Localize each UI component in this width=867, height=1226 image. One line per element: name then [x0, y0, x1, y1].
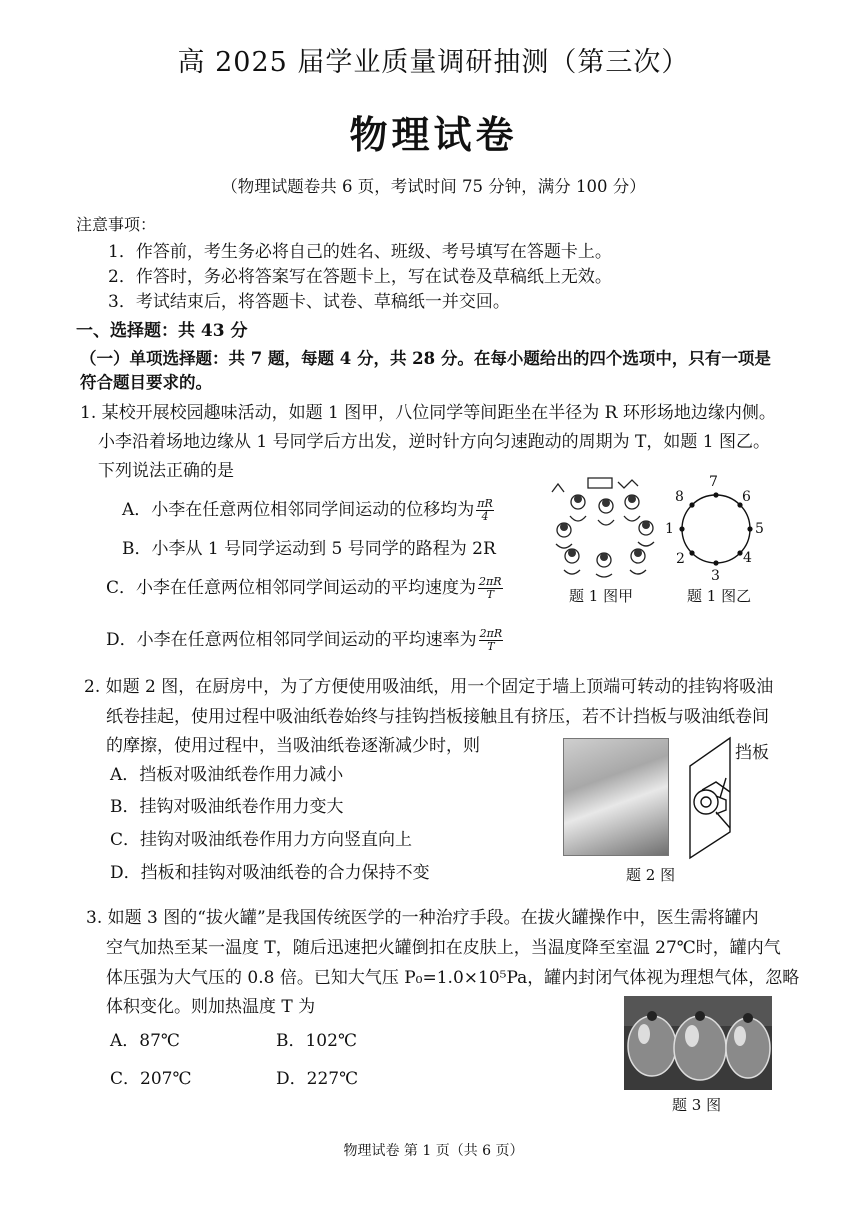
q3-stem-line: 空气加热至某一温度 T，随后迅速把火罐倒扣在皮肤上，当温度降至室温 27℃时，罐内气 — [106, 938, 781, 958]
q3-figure-photo — [624, 996, 772, 1090]
q1-stem-line: 1. 某校开展校园趣味活动，如题 1 图甲，八位同学等间距坐在半径为 R 环形场地边缘内侧。 — [80, 403, 776, 423]
q2-option-b: B．挂钩对吸油纸卷作用力变大 — [110, 797, 344, 817]
q1-stem-line: 小李沿着场地边缘从 1 号同学后方出发，逆时针方向匀速跑动的周期为 T，如题 1 图乙。 — [98, 432, 770, 452]
q1-caption-a: 题 1 图甲 — [569, 587, 634, 605]
exam-title-line: 高 2025 届学业质量调研抽测（第三次） — [177, 47, 690, 78]
section-heading: 一、选择题：共 43 分 — [76, 321, 248, 341]
q2-stem-line: 的摩擦，使用过程中，当吸油纸卷逐渐减少时，则 — [106, 736, 480, 756]
q2-figure-photo — [563, 738, 669, 856]
q2-stem-line: 纸卷挂起，使用过程中吸油纸卷始终与挂钩挡板接触且有挤压，若不计挡板与吸油纸卷间 — [106, 707, 769, 727]
section-subheading-cont: 符合题目要求的。 — [80, 373, 212, 392]
page-footer: 物理试卷 第 1 页（共 6 页） — [343, 1143, 524, 1159]
q1-option-b: B．小李从 1 号同学运动到 5 号同学的路程为 2R — [122, 539, 496, 559]
circle-label-8: 8 — [675, 489, 684, 505]
q2-caption: 题 2 图 — [626, 866, 676, 884]
section-subheading: （一）单项选择题：共 7 题，每题 4 分，共 28 分。在每小题给出的四个选项中，只有一项是 — [80, 349, 771, 368]
q1-option-c: C．小李在任意两位相邻同学间运动的平均速度为 $\frac{2\pi R}{T}$ — [106, 575, 502, 601]
q2-option-a: A．挡板对吸油纸卷作用力减小 — [110, 765, 344, 785]
q1-option-d: D．小李在任意两位相邻同学间运动的平均速率为 $\frac{2\pi R}{T}$ — [106, 627, 503, 653]
circle-label-6: 6 — [742, 489, 751, 505]
circle-label-2: 2 — [676, 551, 685, 567]
notice-item: 2．作答时，务必将答案写在答题卡上，写在试卷及草稿纸上无效。 — [108, 267, 612, 287]
circle-label-3: 3 — [711, 568, 720, 584]
notice-heading: 注意事项： — [76, 215, 157, 234]
circle-label-1: 1 — [665, 521, 674, 537]
circle-label-7: 7 — [709, 474, 718, 490]
q3-option-c: C．207℃ — [110, 1069, 192, 1089]
q3-stem-line: 体压强为大气压的 0.8 倍。已知大气压 P₀=1.0×10⁵Pa，罐内封闭气体视为理想气体，忽略 — [106, 968, 800, 988]
circle-label-5: 5 — [755, 521, 764, 537]
q3-option-d: D．227℃ — [276, 1069, 359, 1089]
notice-item: 1．作答前，考生务必将自己的姓名、班级、考号填写在答题卡上。 — [108, 242, 612, 262]
q1-option-a: A．小李在任意两位相邻同学间运动的位移均为 $\frac{\pi R}{4}$ — [122, 497, 493, 523]
exam-info: （物理试题卷共 6 页，考试时间 75 分钟，满分 100 分） — [221, 177, 646, 196]
q3-option-a: A．87℃ — [110, 1031, 180, 1051]
q3-stem-line: 3. 如题 3 图的“拔火罐”是我国传统医学的一种治疗手段。在拔火罐操作中，医生需将罐内 — [86, 908, 759, 928]
notice-item: 3．考试结束后，将答题卡、试卷、草稿纸一并交回。 — [108, 292, 510, 312]
circle-label-4: 4 — [743, 550, 752, 566]
q2-option-c: C．挂钩对吸油纸卷作用力方向竖直向上 — [110, 830, 413, 850]
q2-stem-line: 2. 如题 2 图，在厨房中，为了方便使用吸油纸，用一个固定于墙上顶端可转动的挂钩将吸油 — [84, 677, 774, 697]
q3-option-b: B．102℃ — [276, 1031, 357, 1051]
q1-stem-line: 下列说法正确的是 — [98, 461, 234, 481]
q3-caption: 题 3 图 — [672, 1096, 722, 1114]
q1-figure-students-illustration — [548, 472, 666, 580]
q2-option-d: D．挡板和挂钩对吸油纸卷的合力保持不变 — [110, 863, 430, 883]
q2-baffle-label: 挡板 — [735, 743, 769, 763]
q3-stem-line: 体积变化。则加热温度 T 为 — [106, 997, 316, 1017]
subject-title: 物理试卷 — [349, 112, 518, 157]
q1-caption-b: 题 1 图乙 — [687, 587, 752, 605]
